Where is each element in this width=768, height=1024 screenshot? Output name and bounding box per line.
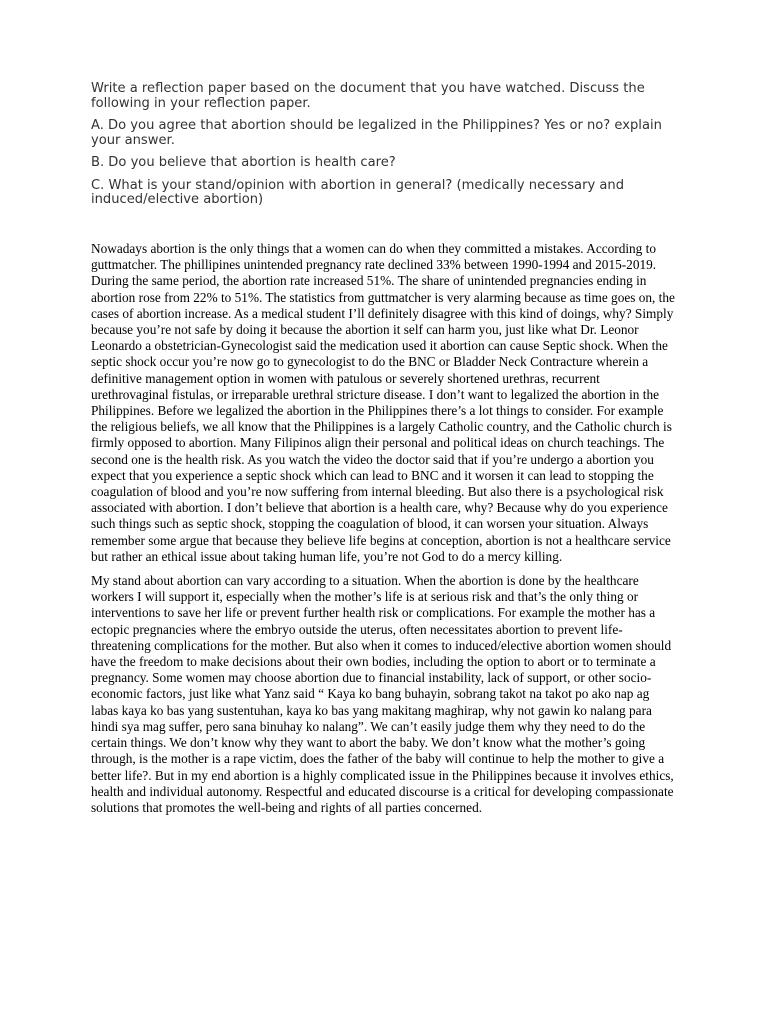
- instructions-intro: Write a reflection paper based on the document that you have watched. Discuss the following in your reflection paper.: [91, 81, 645, 111]
- assignment-instructions: [91, 82, 681, 216]
- question-a: A. Do you agree that abortion should be legalized in the Philippines? Yes or no? explain your answer.: [91, 118, 662, 148]
- question-c: C. What is your stand/opinion with abortion in general? (medically necessary and induced/elective abortion): [91, 177, 625, 207]
- reflection-essay: [91, 241, 679, 824]
- essay-paragraph-2: My stand about abortion can vary according to a situation. When the abortion is done by the healthcare workers I will support it, especially when the mother’s life is at serious risk and that’s the only thing or interventions to save her life or prevent further health risk or complications. For example the mother has a ectopic pregnancies where the embryo outside the uterus, often necessitates abortion to prevent life-threatening complications for the mother. But also when it comes to induced/elective abortion women should have the freedom to make decisions about their own bodies, including the option to abort or to terminate a pregnancy. Some women may choose abortion due to financial instability, lack of support, or other socio-economic factors, just like what Yanz said “ Kaya ko bang buhayin, sobrang takot na takot po ako nap ag labas kaya ko bas yang sustentuhan, kaya ko bas yang makitang maghirap, why not gawin ko nalang para hindi sya mag suffer, pero sana binuhay ko nalang”. We can’t easily judge them why they need to do the certain things. We don’t know why they want to abort the baby. We don’t know what the mother’s going through, is the mother is a rape victim, does the father of the baby will continue to help the mother to give a better life?. But in my end abortion is a highly complicated issue in the Philippines because it involves ethics, health and individual autonomy. Respectful and educated discourse is a critical for developing compassionate solutions that promotes the well-being and rights of all parties concerned.: [91, 573, 674, 815]
- question-b: B. Do you believe that abortion is health care?: [91, 155, 396, 170]
- essay-paragraph-1: Nowadays abortion is the only things that a women can do when they committed a mistakes. According to guttmatcher. The phillipines unintended pregnancy rate declined 33% between 1990-1994 and 2015-2019. During the same period, the abortion rate increased 51%. The share of unintended pregnancies ending in abortion rose from 22% to 51%. The statistics from guttmatcher is very alarming because as time goes on, the cases of abortion increase. As a medical student I’ll definitely disagree with this kind of doings, why? Simply because you’re not safe by doing it because the abortion it self can harm you, just like what Dr. Leonor Leonardo a obstetrician-Gynecologist said the medication used it abortion can cause Septic shock. When the septic shock occur you’re now go to gynecologist to do the BNC or Bladder Neck Contracture wherein a definitive management option in women with patulous or severely shortened urethras, recurrent urethrovaginal fistulas, or irreparable urethral stricture disease. I don’t want to legalized the abortion in the Philippines. Before we legalized the abortion in the Philippines there’s a lot things to consider. For example the religious beliefs, we all know that the Philippines is a largely Catholic country, and the Catholic church is firmly opposed to abortion. Many Filipinos align their personal and political ideas on church teachings. The second one is the health risk. As you watch the video the doctor said that if you’re undergo a abortion you expect that you experience a septic shock which can lead to BNC and it worsen it can lead to stopping the coagulation of blood and you’re now suffering from internal bleeding. But also there is a psychological risk associated with abortion. I don’t believe that abortion is a health care, why? Because why do you experience such things such as septic shock, stopping the coagulation of blood, it can worsen your situation. Always remember some argue that because they believe life begins at conception, abortion is not a healthcare service but rather an ethical issue about taking human life, you’re not God to do a mercy killing.: [91, 241, 675, 564]
